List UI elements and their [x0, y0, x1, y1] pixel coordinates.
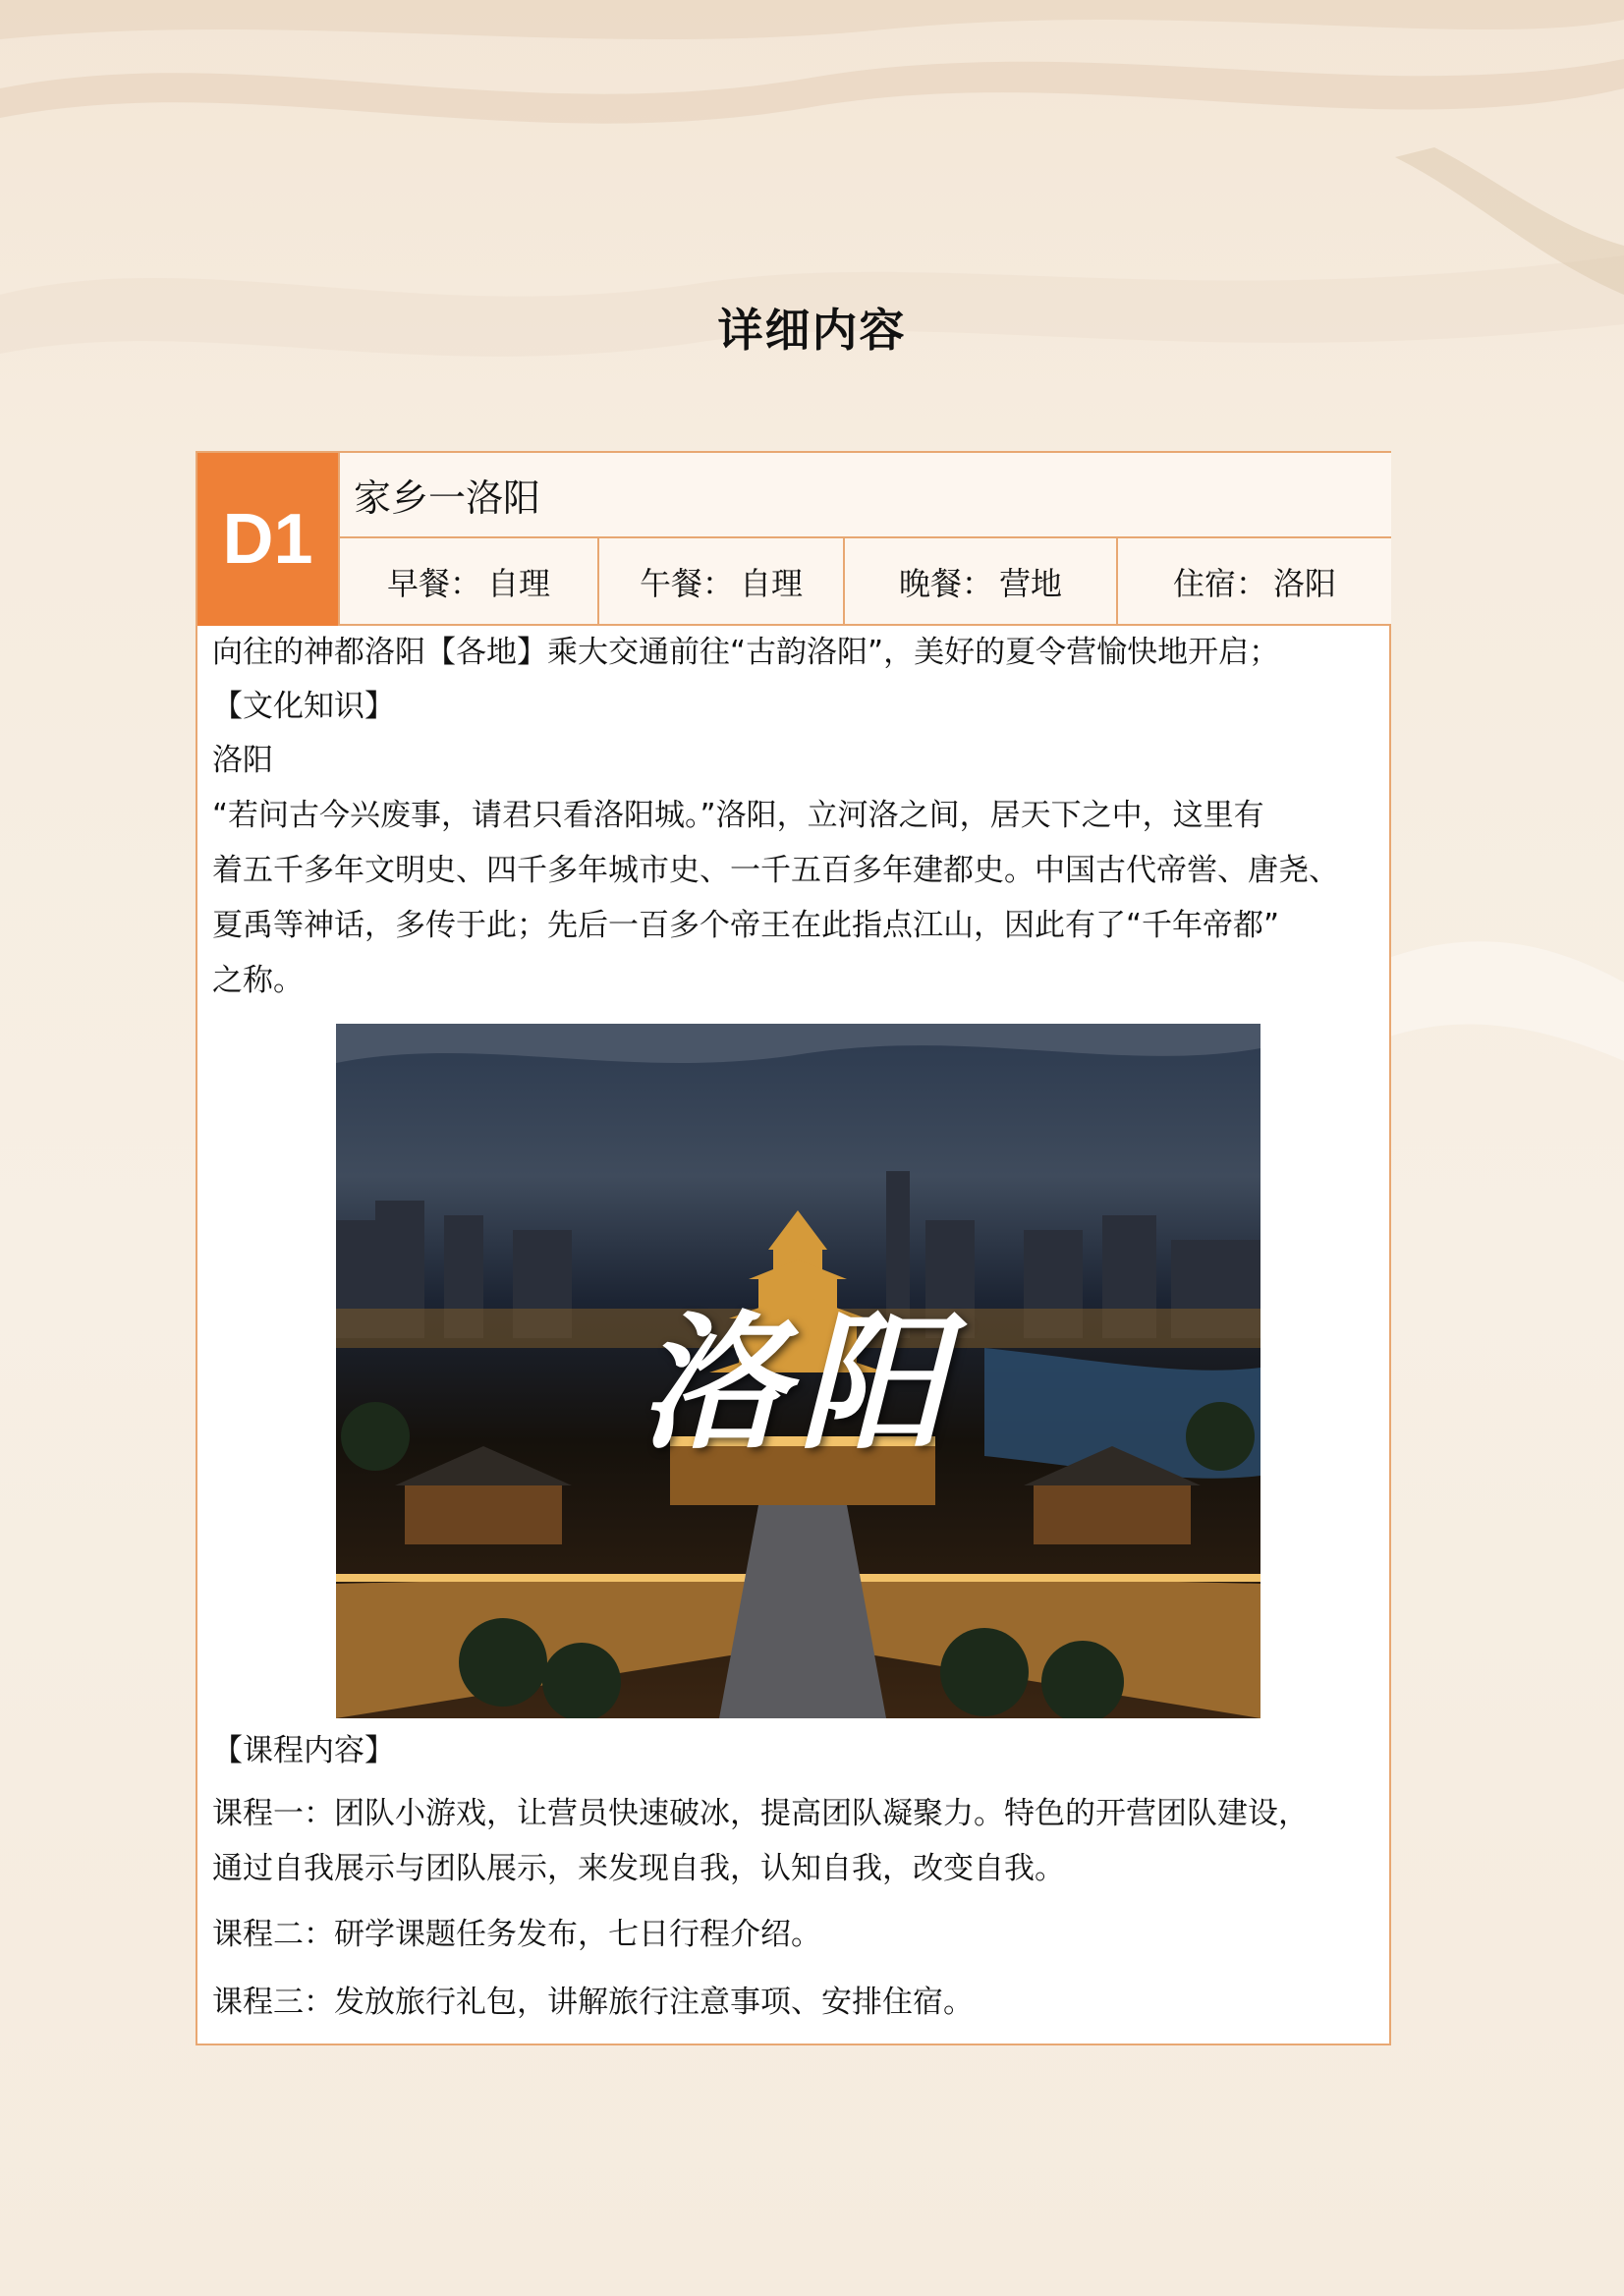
- photo-caption: 洛阳: [639, 1297, 958, 1470]
- meal-lodging: [1116, 538, 1391, 624]
- course-one: [212, 1786, 1381, 1896]
- meal-label: 午餐：: [639, 564, 734, 602]
- place-name: 洛阳: [212, 743, 273, 778]
- meal-label: 早餐：: [386, 564, 481, 602]
- meal-value: 营地: [999, 564, 1063, 602]
- description-line: 夏禹等神话，多传于此；先后一百多个帝王在此指点江山，因此有了“千年帝都”: [212, 908, 1280, 943]
- meal-breakfast: [340, 538, 597, 624]
- luoyang-night-photo: [336, 1024, 1260, 1718]
- course-line: 课程一：团队小游戏，让营员快速破冰，提高团队凝聚力。特色的开营团队建设，: [212, 1796, 1309, 1831]
- meal-row: [338, 538, 1391, 626]
- description-line: 着五千多年文明史、四千多年城市史、一千五百多年建都史。中国古代帝喾、唐尧、: [212, 853, 1339, 888]
- meal-lunch: [597, 538, 843, 624]
- day-badge: D1: [197, 453, 338, 626]
- meal-label: 晚餐：: [898, 564, 993, 602]
- page-title: 详细内容: [717, 304, 907, 357]
- course-three: 课程三：发放旅行礼包，讲解旅行注意事项、安排住宿。: [212, 1985, 974, 2020]
- description-line: 之称。: [212, 963, 304, 998]
- intro-text: 向往的神都洛阳【各地】乘大交通前往“古韵洛阳”，美好的夏令营愉快地开启；: [212, 635, 1280, 670]
- description-line: “若问古今兴废事，请君只看洛阳城。”洛阳，立河洛之间，居天下之中，这里有: [212, 798, 1264, 833]
- course-two: 课程二：研学课题任务发布，七日行程介绍。: [212, 1917, 821, 1952]
- day-card: [196, 451, 1391, 2045]
- meal-value: 洛阳: [1273, 564, 1337, 602]
- meal-label: 住宿：: [1172, 564, 1267, 602]
- meal-dinner: [843, 538, 1116, 624]
- day-content: [212, 626, 1381, 2030]
- meal-value: 自理: [487, 564, 551, 602]
- description-paragraph: [212, 788, 1381, 1008]
- section-culture-heading: 【文化知识】: [212, 689, 395, 724]
- day-title: 家乡一洛阳: [338, 453, 1391, 538]
- meal-value: 自理: [740, 564, 804, 602]
- section-course-heading: 【课程内容】: [212, 1733, 395, 1768]
- course-line: 通过自我展示与团队展示，来发现自我，认知自我，改变自我。: [212, 1851, 1065, 1886]
